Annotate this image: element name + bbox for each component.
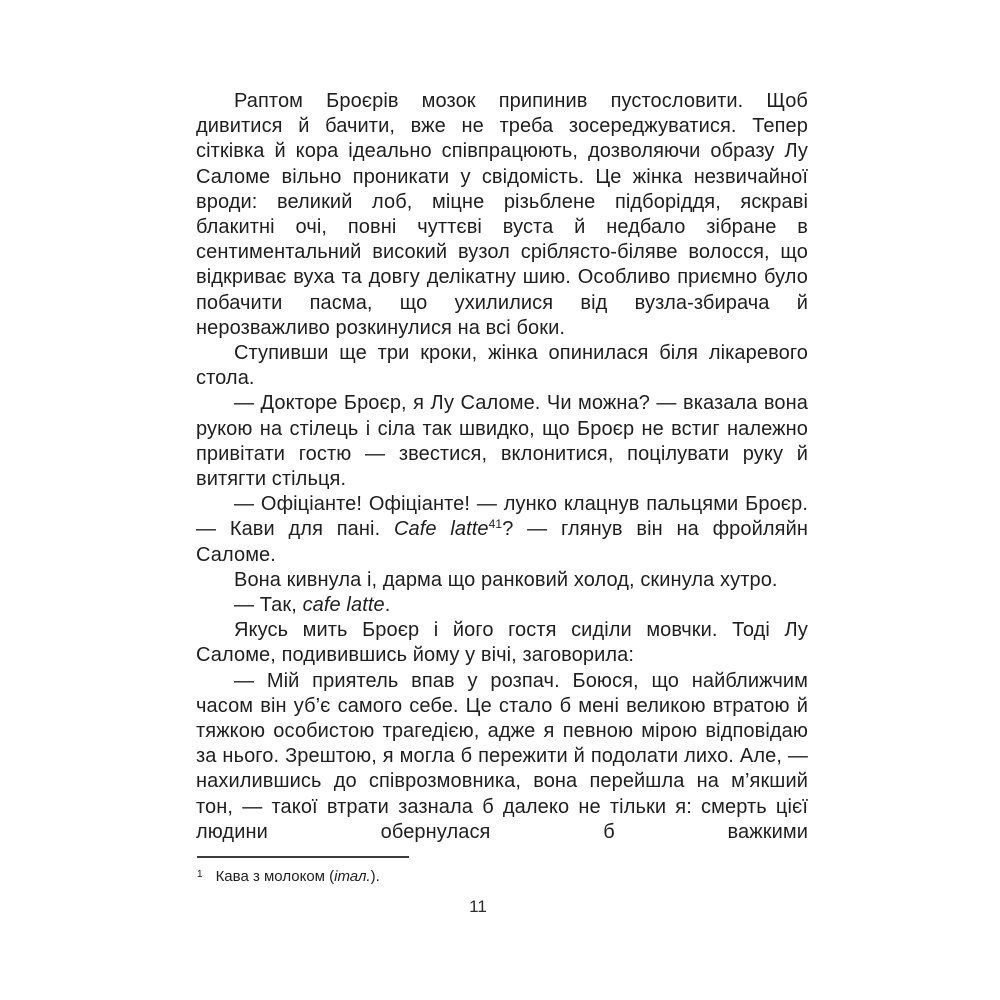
paragraph [196,593,808,618]
text-run: Якусь мить Броєр і його гостя сиділи мовчки. Тоді Лу Саломе, подивившись йому у вічі, заговорила: [196,619,808,667]
text-run: — Докторе Броєр, я Лу Саломе. Чи можна? — вказала вона рукою на стілець і сіла так швидко, що Броєр не встиг належно привітати гостю — звестися, вклонитися, поцілувати руку й витягти стільця. [196,392,808,491]
footnote-text [197,868,380,885]
italic-text: cafe latte [302,594,385,617]
text-run: ). [370,868,380,885]
text-run: — Так, [234,594,303,617]
paragraph [196,89,808,341]
footnote [197,867,807,886]
text-run: Кава з молоком ( [215,868,335,885]
paragraph [196,391,808,492]
paragraph [196,669,808,845]
italic-text: Cafe latte [393,518,489,541]
text-run: Раптом Броєрів мозок припинив пустословити. Щоб дивитися й бачити, вже не треба зосереджуватися. Тепер сітківка й кора ідеально співпрацюють, дозволяючи образу Лу Саломе вільно проникати у свідомість. Це жінка незвичайної вроди: великий лоб, міцне різьблене підборіддя, яскраві блакитні очі, повні чуттєві вуста й недбало зібране в сентиментальний високий вузол сріблясто-біляве волосся, що відкриває вуха та довгу делікатну шию. Особливо приємно було побачити пасма, що ухилилися від вузла-збирача й нерозважливо розкинулися на всі боки. [196,90,808,339]
text-block [196,89,808,845]
italic-text: італ. [334,868,371,885]
text-run: ? — глянув він на фройляйн Саломе. [196,518,808,566]
footnote-marker: 1 [197,869,203,880]
text-run: — Мій приятель впав у розпач. Боюся, що найближчим часом він уб’є самого себе. Це стало б мені великою втратою й тяжкою особистою трагедією, адже я певною мірою відповідаю за нього. Зрештою, я могла б пережити й подолати лихо. Але, — нахилившись до співрозмовника, вона перейшла на м’якший тон, — такої втрати зазнала б далеко не тільки я: смерть цієї людини обернулася б важкими [196,669,808,843]
footnote-divider [197,856,409,858]
paragraph [196,341,808,391]
footnote-ref: 41 [488,517,503,532]
text-run: Ступивши ще три кроки, жінка опинилася біля лікаревого стола. [196,342,808,390]
paragraph [196,492,808,568]
paragraph [196,618,808,668]
text-run: . [384,594,391,617]
paragraph [196,568,808,593]
text-run: Вона кивнула і, дарма що ранковий холод, скинула хутро. [234,568,778,591]
text-run: — Офіціанте! Офіціанте! — лунко клацнув пальцями Броєр. — Кави для пані. [196,493,808,541]
page-number: 11 [469,897,487,916]
